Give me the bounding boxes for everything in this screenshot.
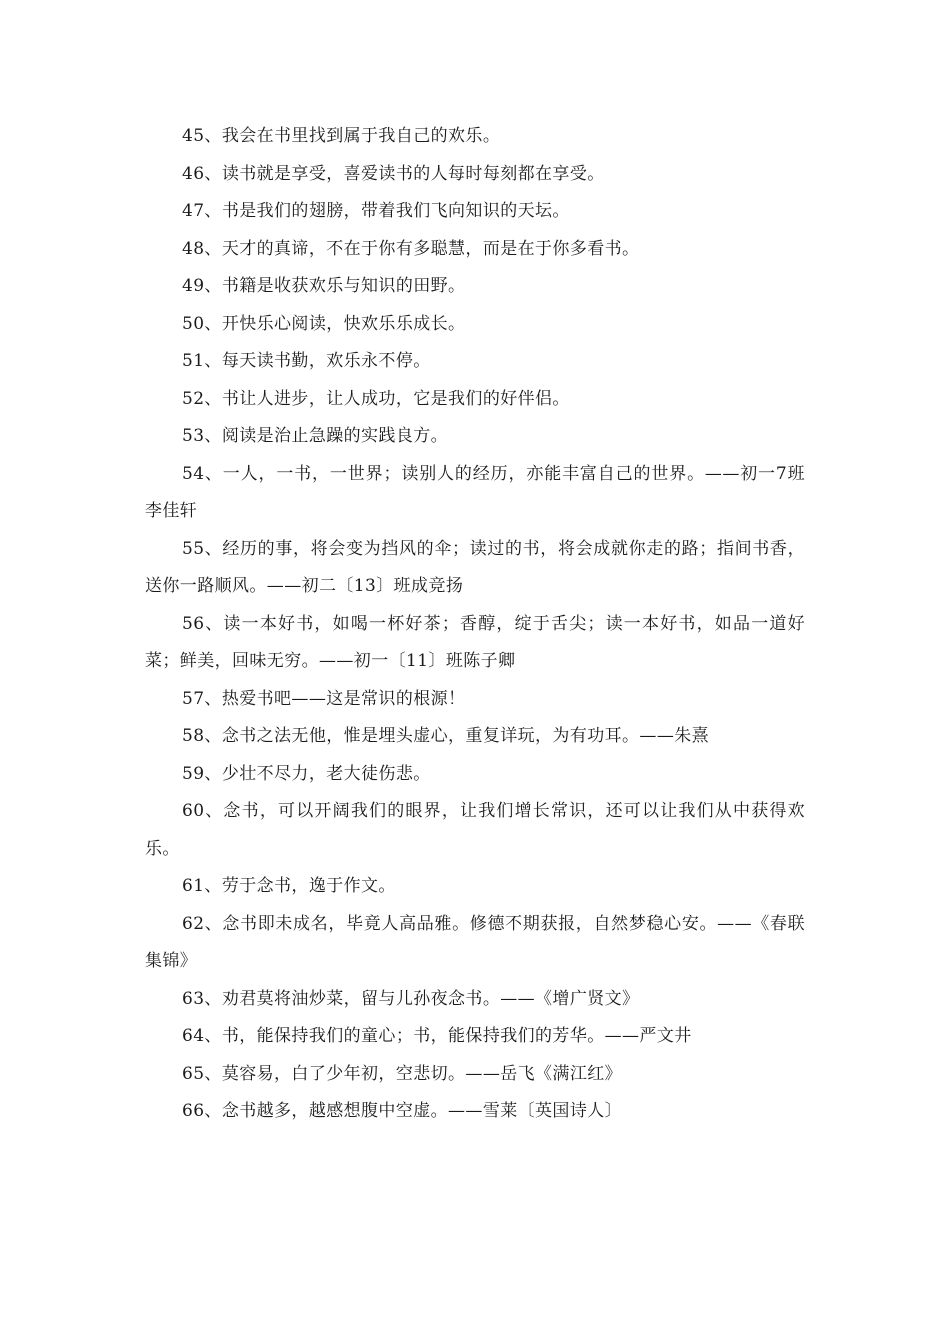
- quote-57: 57、热爱书吧——这是常识的根源！: [182, 688, 466, 709]
- quote-65: 65、莫容易，白了少年初，空悲切。——岳飞《满江红》: [182, 1063, 623, 1084]
- quote-62: 62、念书即未成名，毕竟人高品雅。修德不期获报，自然梦稳心安。——《春联集锦》: [145, 913, 805, 971]
- quote-50: 50、开快乐心阅读，快欢乐乐成长。: [182, 313, 466, 334]
- quote-60: 60、念书，可以开阔我们的眼界，让我们增长常识，还可以让我们从中获得欢乐。: [145, 801, 805, 859]
- quote-45: 45、我会在书里找到属于我自己的欢乐。: [182, 126, 501, 146]
- quote-66: 66、念书越多，越感想腹中空虚。——雪莱〔英国诗人〕: [182, 1101, 623, 1121]
- quote-54: 54、一人，一书，一世界；读别人的经历，亦能丰富自己的世界。——初一7班李佳轩: [145, 463, 805, 521]
- quote-51: 51、每天读书勤，欢乐永不停。: [182, 351, 431, 371]
- quote-47: 47、书是我们的翅膀，带着我们飞向知识的天坛。: [182, 201, 570, 221]
- quote-63: 63、劝君莫将油炒菜，留与儿孙夜念书。——《增广贤文》: [182, 988, 640, 1009]
- quote-46: 46、读书就是享受，喜爱读书的人每时每刻都在享受。: [182, 163, 605, 184]
- quote-list: [145, 118, 805, 1131]
- quote-49: 49、书籍是收获欢乐与知识的田野。: [182, 276, 466, 296]
- quote-59: 59、少壮不尽力，老大徒伤悲。: [182, 763, 431, 784]
- quote-56: 56、读一本好书，如喝一杯好茶；香醇，绽于舌尖；读一本好书，如品一道好菜；鲜美，回味无穷。——初一〔11〕班陈子卿: [145, 613, 805, 671]
- quote-52: 52、书让人进步，让人成功，它是我们的好伴侣。: [182, 388, 570, 409]
- quote-58: 58、念书之法无他，惟是埋头虚心，重复详玩，为有功耳。——朱熹: [182, 726, 710, 746]
- quote-48: 48、天才的真谛，不在于你有多聪慧，而是在于你多看书。: [182, 238, 640, 259]
- quote-55: 55、经历的事，将会变为挡风的伞；读过的书，将会成就你走的路；指间书香，送你一路顺风。——初二〔13〕班成竞扬: [145, 538, 805, 596]
- quote-53: 53、阅读是治止急躁的实践良方。: [182, 426, 449, 446]
- quote-61: 61、劳于念书，逸于作文。: [182, 876, 396, 896]
- quote-64: 64、书，能保持我们的童心；书，能保持我们的芳华。——严文井: [182, 1026, 692, 1046]
